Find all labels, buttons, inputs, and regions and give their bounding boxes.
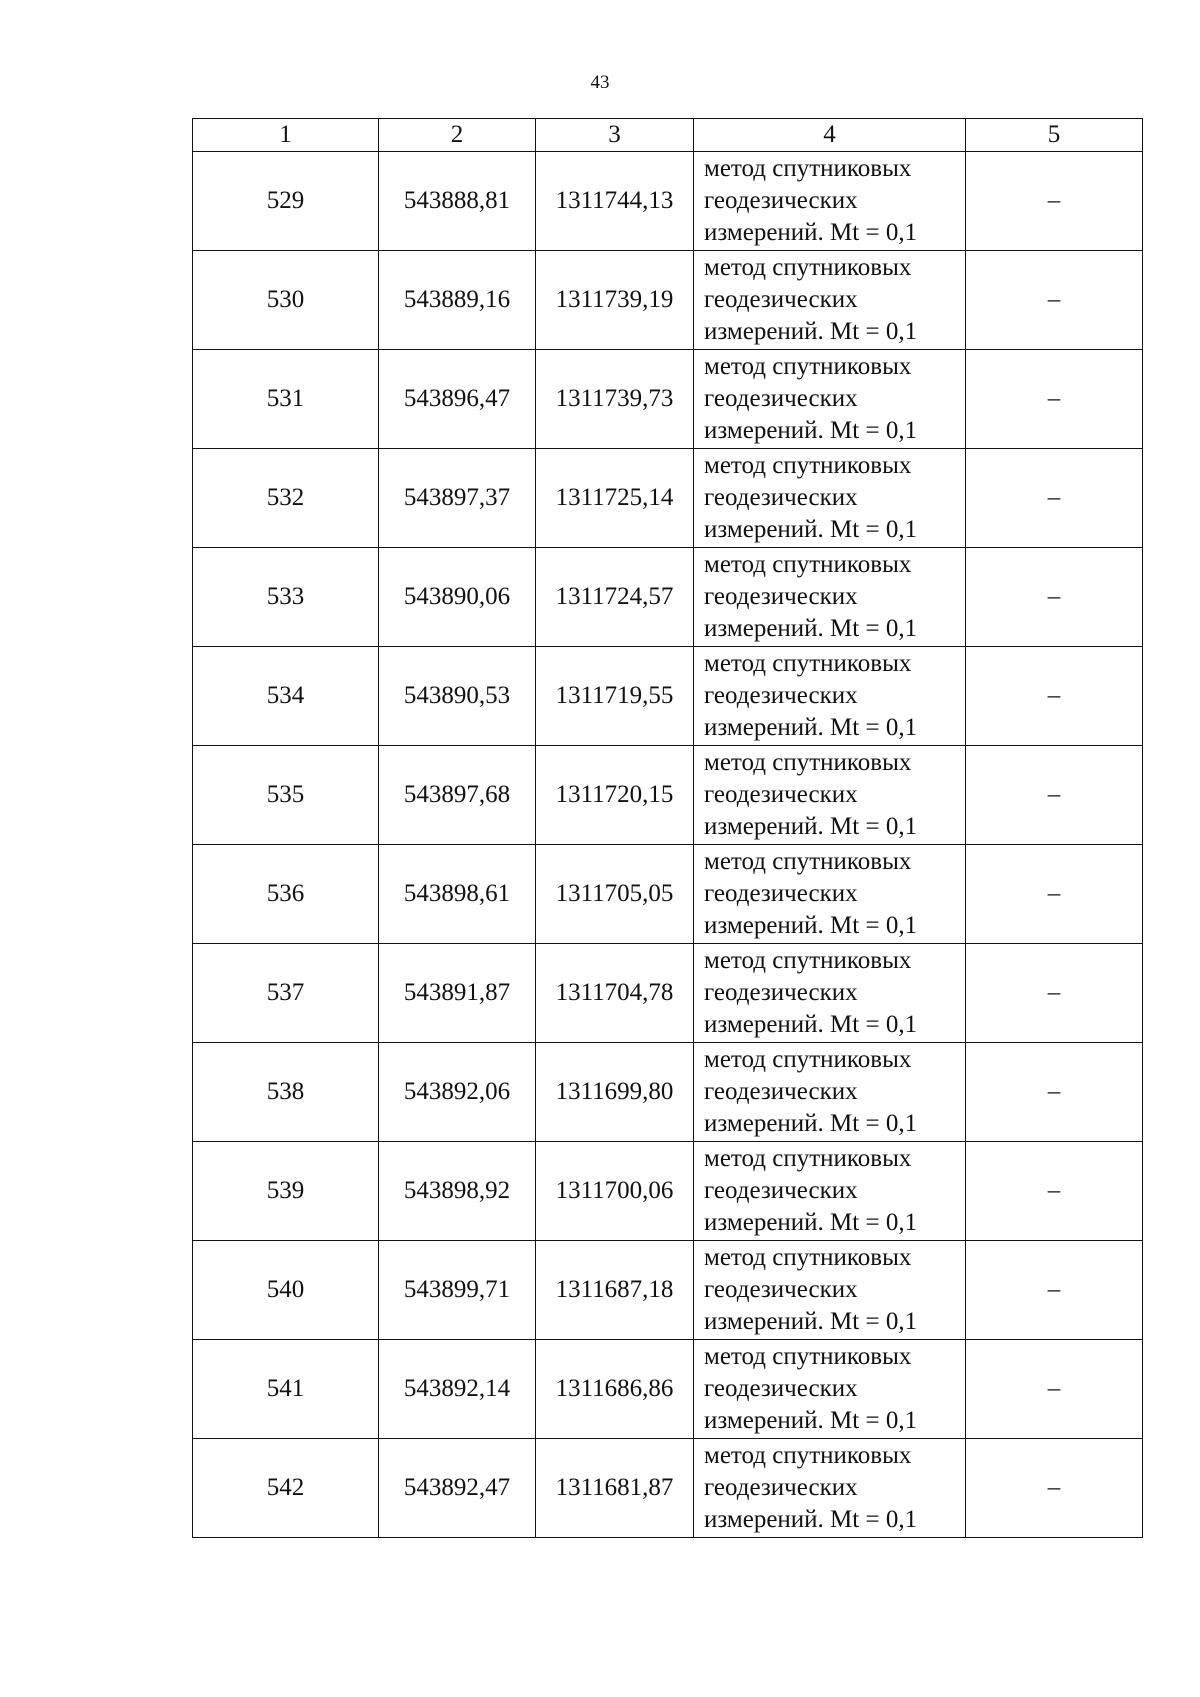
method-line: геодезических <box>704 187 858 214</box>
method-line: метод спутниковых <box>704 155 912 182</box>
table-row <box>193 1142 1143 1241</box>
method-cell <box>694 1340 966 1439</box>
x-coordinate-cell: 543897,37 <box>379 449 536 548</box>
point-number-cell: 530 <box>193 251 379 350</box>
point-number-cell: 536 <box>193 845 379 944</box>
method-line: геодезических <box>704 1078 858 1105</box>
method-line: геодезических <box>704 781 858 808</box>
x-coordinate-cell: 543890,06 <box>379 548 536 647</box>
method-line: метод спутниковых <box>704 947 912 974</box>
y-coordinate-cell: 1311725,14 <box>536 449 694 548</box>
point-number-cell: 537 <box>193 944 379 1043</box>
table-body <box>193 152 1143 1538</box>
method-line: геодезических <box>704 1276 858 1303</box>
coordinates-table <box>192 118 1143 1538</box>
column-header-5: 5 <box>966 119 1143 152</box>
method-line: измерений. Mt = 0,1 <box>704 1209 918 1236</box>
y-coordinate-cell: 1311704,78 <box>536 944 694 1043</box>
point-number-cell: 531 <box>193 350 379 449</box>
method-line: геодезических <box>704 682 858 709</box>
table-row <box>193 449 1143 548</box>
note-cell: – <box>966 1439 1143 1538</box>
method-line: метод спутниковых <box>704 848 912 875</box>
method-line: измерений. Mt = 0,1 <box>704 615 918 642</box>
note-cell: – <box>966 449 1143 548</box>
x-coordinate-cell: 543890,53 <box>379 647 536 746</box>
note-cell: – <box>966 944 1143 1043</box>
table-row <box>193 647 1143 746</box>
method-line: измерений. Mt = 0,1 <box>704 813 918 840</box>
method-cell <box>694 845 966 944</box>
method-cell <box>694 1439 966 1538</box>
y-coordinate-cell: 1311739,19 <box>536 251 694 350</box>
point-number-cell: 538 <box>193 1043 379 1142</box>
x-coordinate-cell: 543892,47 <box>379 1439 536 1538</box>
x-coordinate-cell: 543897,68 <box>379 746 536 845</box>
table-row <box>193 944 1143 1043</box>
table-row <box>193 350 1143 449</box>
method-line: измерений. Mt = 0,1 <box>704 318 918 345</box>
method-cell <box>694 548 966 647</box>
method-cell <box>694 746 966 845</box>
method-line: измерений. Mt = 0,1 <box>704 1308 918 1335</box>
method-line: метод спутниковых <box>704 1046 912 1073</box>
method-cell <box>694 944 966 1043</box>
page-number: 43 <box>590 72 610 93</box>
x-coordinate-cell: 543896,47 <box>379 350 536 449</box>
method-line: метод спутниковых <box>704 1442 912 1469</box>
column-header-2: 2 <box>379 119 536 152</box>
y-coordinate-cell: 1311681,87 <box>536 1439 694 1538</box>
note-cell: – <box>966 152 1143 251</box>
table-row <box>193 1043 1143 1142</box>
method-cell <box>694 350 966 449</box>
method-line: измерений. Mt = 0,1 <box>704 1011 918 1038</box>
table-row <box>193 1439 1143 1538</box>
method-line: измерений. Mt = 0,1 <box>704 1110 918 1137</box>
x-coordinate-cell: 543888,81 <box>379 152 536 251</box>
method-line: измерений. Mt = 0,1 <box>704 714 918 741</box>
point-number-cell: 532 <box>193 449 379 548</box>
x-coordinate-cell: 543891,87 <box>379 944 536 1043</box>
point-number-cell: 534 <box>193 647 379 746</box>
table-row <box>193 152 1143 251</box>
table-header-row <box>193 119 1143 152</box>
point-number-cell: 539 <box>193 1142 379 1241</box>
method-line: метод спутниковых <box>704 353 912 380</box>
point-number-cell: 542 <box>193 1439 379 1538</box>
table-row <box>193 1340 1143 1439</box>
x-coordinate-cell: 543898,92 <box>379 1142 536 1241</box>
table-row <box>193 548 1143 647</box>
column-header-1: 1 <box>193 119 379 152</box>
column-header-3: 3 <box>536 119 694 152</box>
method-line: метод спутниковых <box>704 650 912 677</box>
y-coordinate-cell: 1311739,73 <box>536 350 694 449</box>
x-coordinate-cell: 543889,16 <box>379 251 536 350</box>
method-line: измерений. Mt = 0,1 <box>704 1407 918 1434</box>
note-cell: – <box>966 1340 1143 1439</box>
method-line: измерений. Mt = 0,1 <box>704 219 918 246</box>
y-coordinate-cell: 1311699,80 <box>536 1043 694 1142</box>
method-line: геодезических <box>704 880 858 907</box>
note-cell: – <box>966 1142 1143 1241</box>
x-coordinate-cell: 543892,14 <box>379 1340 536 1439</box>
table-row <box>193 251 1143 350</box>
y-coordinate-cell: 1311700,06 <box>536 1142 694 1241</box>
method-cell <box>694 251 966 350</box>
method-line: геодезических <box>704 484 858 511</box>
y-coordinate-cell: 1311724,57 <box>536 548 694 647</box>
method-line: измерений. Mt = 0,1 <box>704 912 918 939</box>
method-line: геодезических <box>704 385 858 412</box>
table-row <box>193 1241 1143 1340</box>
note-cell: – <box>966 647 1143 746</box>
method-line: геодезических <box>704 583 858 610</box>
method-cell <box>694 1043 966 1142</box>
method-line: измерений. Mt = 0,1 <box>704 417 918 444</box>
x-coordinate-cell: 543892,06 <box>379 1043 536 1142</box>
note-cell: – <box>966 548 1143 647</box>
y-coordinate-cell: 1311744,13 <box>536 152 694 251</box>
point-number-cell: 533 <box>193 548 379 647</box>
x-coordinate-cell: 543899,71 <box>379 1241 536 1340</box>
method-line: метод спутниковых <box>704 452 912 479</box>
method-line: метод спутниковых <box>704 551 912 578</box>
y-coordinate-cell: 1311686,86 <box>536 1340 694 1439</box>
table-row <box>193 746 1143 845</box>
method-line: геодезических <box>704 979 858 1006</box>
method-line: измерений. Mt = 0,1 <box>704 1506 918 1533</box>
method-cell <box>694 449 966 548</box>
method-line: геодезических <box>704 286 858 313</box>
method-cell <box>694 1241 966 1340</box>
table-row <box>193 845 1143 944</box>
method-line: геодезических <box>704 1474 858 1501</box>
note-cell: – <box>966 350 1143 449</box>
point-number-cell: 541 <box>193 1340 379 1439</box>
method-line: метод спутниковых <box>704 1343 912 1370</box>
note-cell: – <box>966 845 1143 944</box>
y-coordinate-cell: 1311719,55 <box>536 647 694 746</box>
method-line: геодезических <box>704 1177 858 1204</box>
y-coordinate-cell: 1311720,15 <box>536 746 694 845</box>
note-cell: – <box>966 251 1143 350</box>
method-line: измерений. Mt = 0,1 <box>704 516 918 543</box>
method-line: метод спутниковых <box>704 749 912 776</box>
method-cell <box>694 647 966 746</box>
x-coordinate-cell: 543898,61 <box>379 845 536 944</box>
note-cell: – <box>966 746 1143 845</box>
method-cell <box>694 152 966 251</box>
y-coordinate-cell: 1311705,05 <box>536 845 694 944</box>
method-cell <box>694 1142 966 1241</box>
point-number-cell: 535 <box>193 746 379 845</box>
method-line: геодезических <box>704 1375 858 1402</box>
method-line: метод спутниковых <box>704 1145 912 1172</box>
point-number-cell: 540 <box>193 1241 379 1340</box>
note-cell: – <box>966 1043 1143 1142</box>
y-coordinate-cell: 1311687,18 <box>536 1241 694 1340</box>
method-line: метод спутниковых <box>704 254 912 281</box>
note-cell: – <box>966 1241 1143 1340</box>
point-number-cell: 529 <box>193 152 379 251</box>
column-header-4: 4 <box>694 119 966 152</box>
method-line: метод спутниковых <box>704 1244 912 1271</box>
